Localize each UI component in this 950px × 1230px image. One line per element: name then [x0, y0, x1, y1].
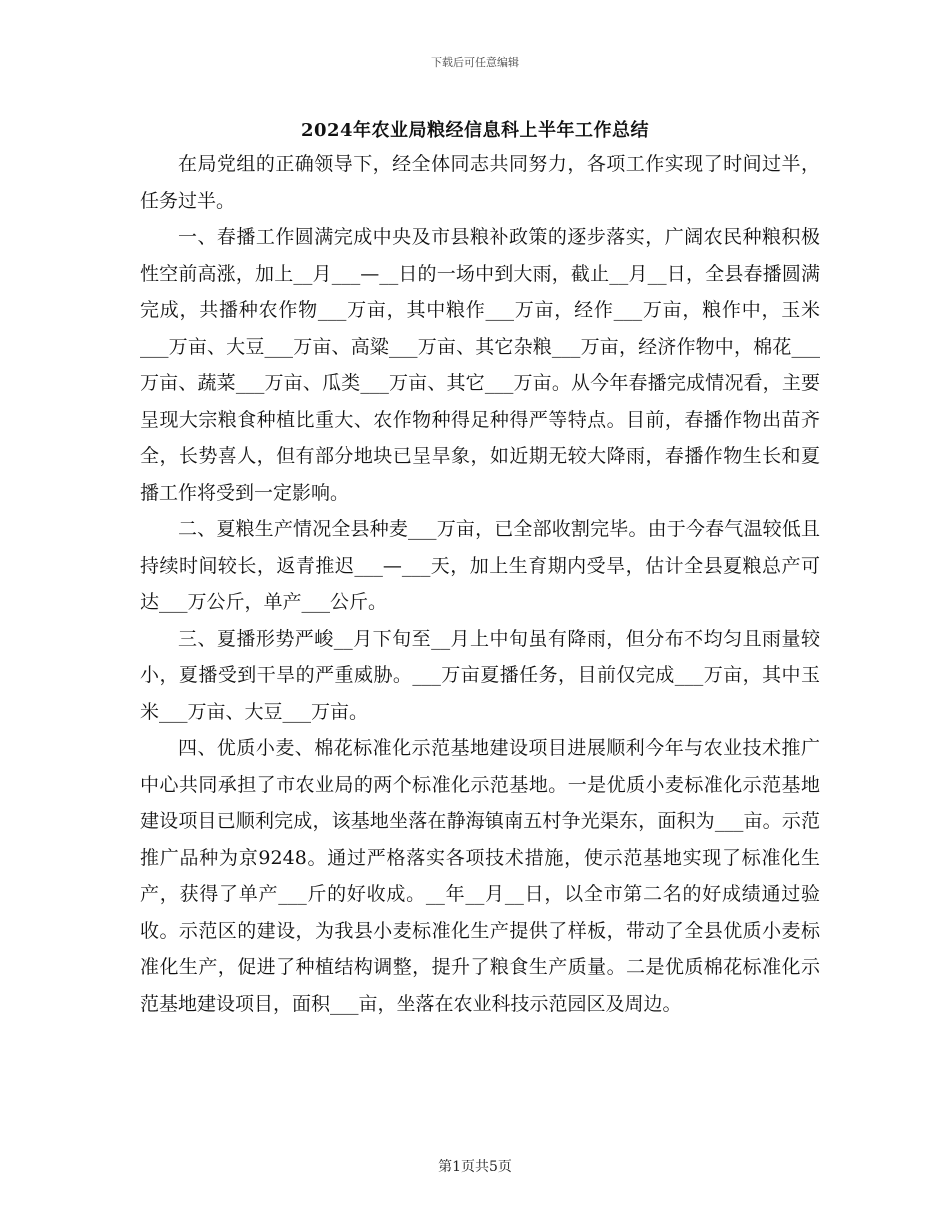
page-number: 第1页共5页	[438, 1159, 512, 1175]
document-title: 2024年农业局粮经信息科上半年工作总结	[300, 120, 650, 141]
document-body	[140, 146, 820, 1022]
paragraph-intro: 在局党组的正确领导下，经全体同志共同努力，各项工作实现了时间过半，任务过半。	[140, 153, 820, 212]
paragraph-summer-grain: 二、夏粮生产情况全县种麦___万亩，已全部收割完毕。由于今春气温较低且持续时间较长，返青推迟___—___天，加上生育期内受旱，估计全县夏粮总产可达___万公斤，单产___公斤。	[140, 518, 820, 613]
header-note: 下载后可任意编辑	[431, 56, 519, 69]
paragraph-summer-sowing: 三、夏播形势严峻__月下旬至__月上中旬虽有降雨，但分布不均匀且雨量较小，夏播受到干旱的严重威胁。___万亩夏播任务，目前仅完成___万亩，其中玉米___万亩、大豆___万亩。	[140, 627, 820, 723]
paragraph-spring-sowing: 一、春播工作圆满完成中央及市县粮补政策的逐步落实，广阔农民种粮积极性空前高涨，加上__月___—__日的一场中到大雨，截止__月__日，全县春播圆满完成，共播种农作物___万亩，其中粮作___万亩，经作___万亩，粮作中，玉米___万亩、大豆___万亩、高粱___万亩、其它杂粮___万亩，经济作物中，棉花___万亩、蔬菜___万亩、瓜类___万亩、其它___万亩。从今年春播完成情况看，主要呈现大宗粮食种植比重大、农作物种得足种得严等特点。目前，春播作物出苗齐全，长势喜人，但有部分地块已呈旱象，如近期无较大降雨，春播作物生长和夏播工作将受到一定影响。	[140, 226, 820, 504]
paragraph-demonstration-base: 四、优质小麦、棉花标准化示范基地建设项目进展顺利今年与农业技术推广中心共同承担了市农业局的两个标准化示范基地。一是优质小麦标准化示范基地建设项目已顺利完成，该基地坐落在静海镇南五村争光渠东，面积为___亩。示范推广品种为京9248。通过严格落实各项技术措施，使示范基地实现了标准化生产，获得了单产___斤的好收成。__年__月__日，以全市第二名的好成绩通过验收。示范区的建设，为我县小麦标准化生产提供了样板，带动了全县优质小麦标准化生产，促进了种植结构调整，提升了粮食生产质量。二是优质棉花标准化示范基地建设项目，面积___亩，坐落在农业科技示范园区及周边。	[140, 737, 820, 1015]
